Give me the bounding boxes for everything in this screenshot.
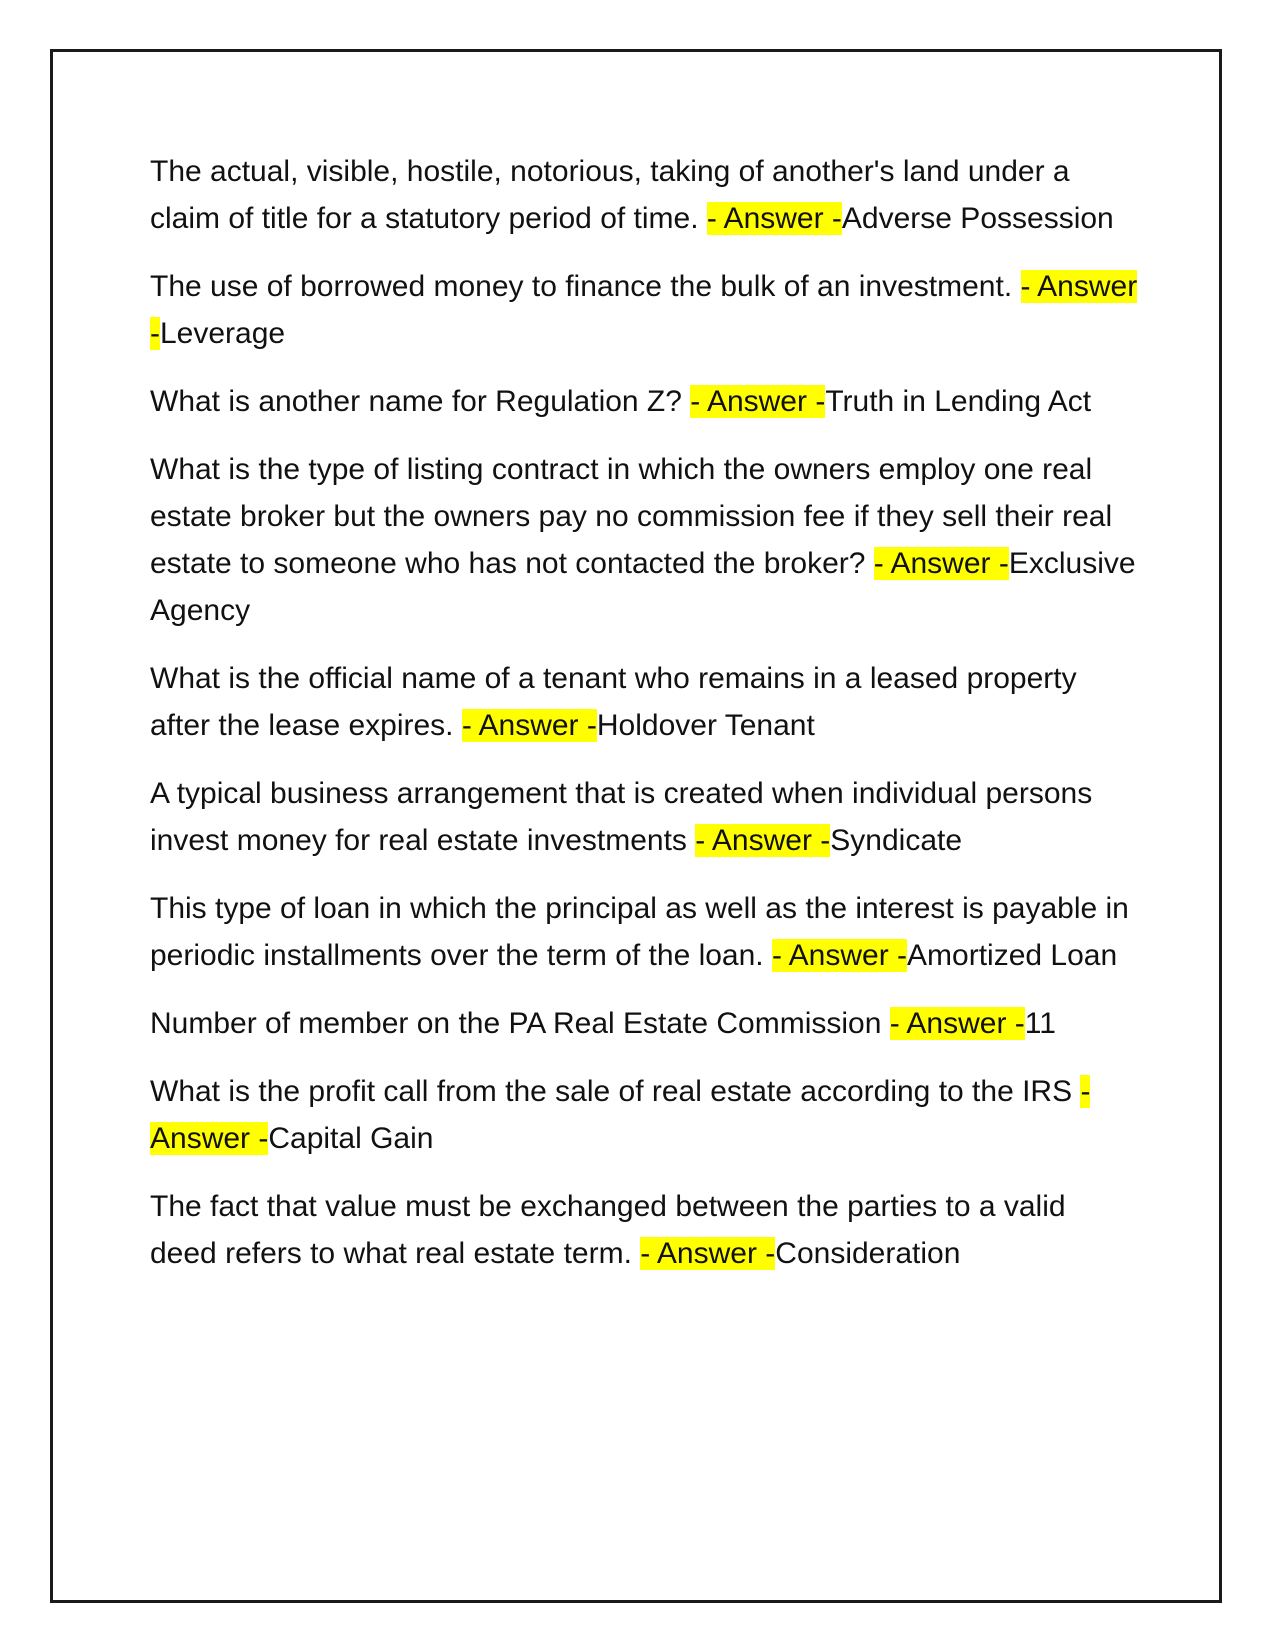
qa-item [150, 885, 1140, 979]
question-text: What is another name for Regulation Z? [150, 385, 691, 418]
answer-marker: - Answer - [150, 1075, 1091, 1155]
question-text: The fact that value must be exchanged between the parties to a valid deed refers to what real estate term. [150, 1190, 1066, 1270]
qa-item [150, 655, 1140, 749]
document-body [150, 148, 1140, 1298]
qa-item [150, 1000, 1140, 1047]
question-text: What is the profit call from the sale of real estate according to the IRS [150, 1075, 1081, 1108]
question-text: What is the official name of a tenant who remains in a leased property after the lease expires. [150, 662, 1077, 742]
question-text: Number of member on the PA Real Estate Commission [150, 1007, 890, 1040]
answer-marker: - Answer - [873, 547, 1009, 580]
answer-marker: - Answer - [690, 385, 826, 418]
answer-text: Leverage [160, 317, 286, 350]
question-text: The actual, visible, hostile, notorious, taking of another's land under a claim of title for a statutory period of time. [150, 155, 1070, 235]
question-text: The use of borrowed money to finance the bulk of an investment. [150, 270, 1021, 303]
answer-text: Consideration [775, 1237, 961, 1270]
qa-item [150, 378, 1140, 425]
answer-text: Syndicate [830, 824, 963, 857]
question-text: This type of loan in which the principal as well as the interest is payable in periodic installments over the term of the loan. [150, 892, 1129, 972]
qa-item [150, 148, 1140, 242]
question-text: What is the type of listing contract in which the owners employ one real estate broker but the owners pay no commission fee if they sell their real estate to someone who has not contacted the broker? [150, 453, 1113, 580]
qa-item [150, 770, 1140, 864]
answer-marker: - Answer - [771, 939, 908, 972]
answer-marker: - Answer - [640, 1237, 776, 1270]
qa-item [150, 1183, 1140, 1277]
answer-text: Adverse Possession [841, 202, 1114, 235]
qa-item [150, 1068, 1140, 1162]
question-text: A typical business arrangement that is created when individual persons invest money for real estate investments [150, 777, 1093, 857]
answer-marker: - Answer - [706, 202, 842, 235]
answer-text: Capital Gain [268, 1122, 434, 1155]
answer-marker: - Answer - [889, 1007, 1025, 1040]
answer-text: Exclusive Agency [150, 547, 1136, 627]
answer-text: Amortized Loan [907, 939, 1118, 972]
answer-text: Holdover Tenant [596, 709, 815, 742]
answer-text: Truth in Lending Act [825, 385, 1092, 418]
answer-marker: - Answer - [150, 270, 1138, 350]
qa-item [150, 446, 1140, 634]
answer-marker: - Answer - [695, 824, 831, 857]
qa-item [150, 263, 1140, 357]
answer-text: 11 [1024, 1007, 1056, 1040]
answer-marker: - Answer - [461, 709, 597, 742]
